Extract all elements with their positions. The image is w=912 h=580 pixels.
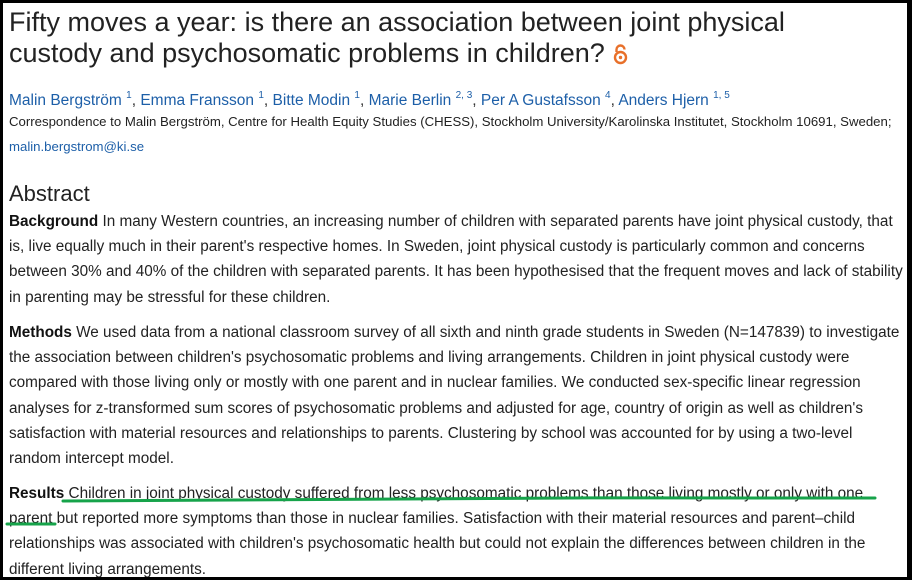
author-link[interactable]: Marie Berlin $^{2, 3}$: [368, 90, 473, 109]
open-access-lock-icon: [613, 41, 628, 72]
author-link[interactable]: Per A Gustafsson $^4$: [480, 90, 611, 109]
methods-text: We used data from a national classroom survey of all sixth and ninth grade students in Sweden (N=147839) to investigate the association between children's psychosomatic problems and living arrangements. Children in joint physical custody were compared with those living only or mostly with one parent and in nuclear families. We conducted sex-specific linear regression analyses for z-transformed sum scores of psychosomatic problems and adjusted for age, country of origin as well as children's satisfaction with material resources and relationships to parents. Clustering by school was accounted for by using a two-level random intercept model.: [9, 324, 900, 468]
abstract-results: [9, 481, 905, 577]
results-text: Children in joint physical custody suffered from less psychosomatic problems than those living mostly or only with one parent but reported more symptoms than those in nuclear families. Satisfaction with their material resources and parent–child relationships was associated with children's psychosomatic health but could not explain the differences between children in the different living arrangements.: [9, 485, 866, 577]
correspondence-text: Correspondence to Malin Bergström, Centre for Health Equity Studies (CHESS), Stockholm University/Karolinska Institutet, Stockholm 10691, Sweden;: [9, 114, 892, 129]
abstract-methods: [9, 320, 905, 471]
abstract-background: [9, 209, 905, 310]
email-link[interactable]: malin.bergstrom@ki.se: [9, 139, 145, 154]
author-link[interactable]: Malin Bergström $^1$: [9, 90, 132, 109]
article-page: [3, 3, 907, 577]
methods-label: Methods: [9, 324, 72, 341]
article-title: [9, 7, 879, 72]
author-link[interactable]: Emma Fransson $^1$: [140, 90, 264, 109]
title-line-2: custody and psychosomatic problems in children?: [9, 38, 605, 68]
background-text: In many Western countries, an increasing number of children with separated parents have joint physical custody, that is, live equally much in their parent's respective homes. In Sweden, joint physical custody is particularly common and concerns between 30% and 40% of the children with separated parents. It has been hypothesised that the frequent moves and lack of stability in parenting may be stressful for these children.: [9, 213, 903, 306]
title-line-1: Fifty moves a year: is there an association between joint physical: [9, 7, 785, 37]
author-link[interactable]: Anders Hjern $^{1, 5}$: [618, 90, 730, 109]
abstract-heading: Abstract: [9, 181, 90, 206]
correspondence: [9, 109, 899, 159]
background-label: Background: [9, 213, 99, 230]
results-label: Results: [9, 485, 65, 502]
author-link[interactable]: Bitte Modin $^1$: [272, 90, 360, 109]
author-list: Malin Bergström $^1$, Emma Fransson $^1$, Bitte Modin $^1$, Marie Berlin $^{2, 3}$, Per A Gustafsson $^4$, Anders Hjern $^{1, 5}$: [9, 90, 730, 109]
